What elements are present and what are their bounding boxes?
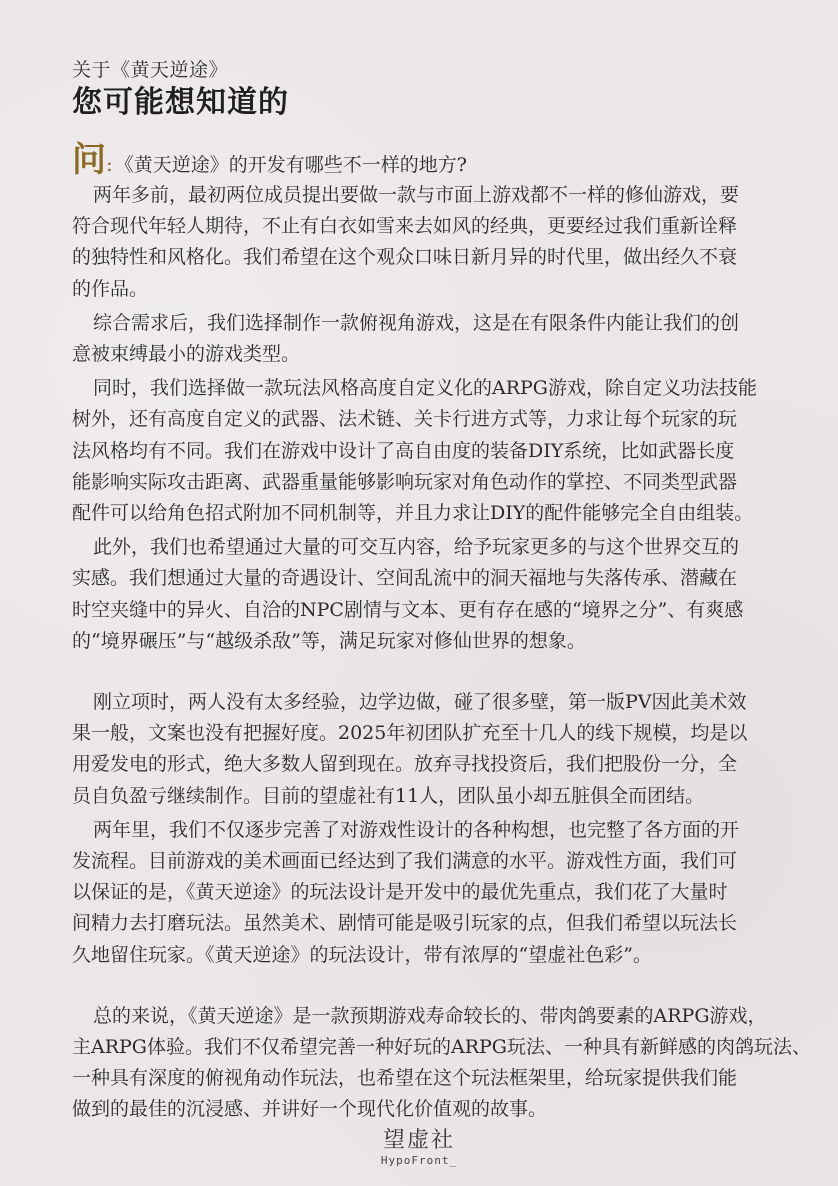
- paragraph-line: 用爱发电的形式，绝大多数人留到现在。放弃寻找投资后，我们把股份一分，全: [72, 753, 738, 776]
- paragraph-line: 的独特性和风格化。我们希望在这个观众口味日新月异的时代里，做出经久不衰: [72, 246, 738, 269]
- paragraph-line: 员自负盈亏继续制作。目前的望虚社有11人，团队虽小却五脏俱全而团结。: [72, 784, 705, 807]
- paragraph-line: 果一般，文案也没有把握好度。2025年初团队扩充至十几人的线下规模，均是以: [72, 722, 748, 745]
- paragraph-7: [72, 1001, 811, 1126]
- paragraph-line: 树外，还有高度自定义的武器、法术链、关卡行进方式等，力求让每个玩家的玩: [72, 408, 738, 431]
- paragraph-line: 总的来说，《黄天逆途》是一款预期游戏寿命较长的、带肉鸽要素的ARPG游戏，: [93, 1004, 767, 1027]
- paragraph-line: 符合现代年轻人期待，不止有白衣如雪来去如风的经典，更要经过我们重新诠释: [72, 215, 738, 238]
- paragraph-3: [72, 373, 807, 529]
- paragraph-line: 发流程。目前游戏的美术画面已经达到了我们满意的水平。游戏性方面，我们可: [72, 850, 738, 873]
- paragraph-line: 做到的最佳的沉浸感、并讲好一个现代化价值观的故事。: [72, 1098, 548, 1121]
- paragraph-line: 意被束缚最小的游戏类型。: [72, 343, 301, 366]
- question-mark: 问: [72, 140, 106, 180]
- paragraph-line: 主ARPG体验。我们不仅希望完善一种好玩的ARPG玩法、一种具有新鲜感的肉鸽玩法、: [72, 1036, 811, 1059]
- page-title: 您可能想知道的: [72, 85, 289, 120]
- question-text: 《黄天逆途》的开发有哪些不一样的地方?: [114, 154, 467, 176]
- question-heading: [72, 140, 807, 180]
- paragraph-line: 同时，我们选择做一款玩法风格高度自定义化的ARPG游戏，除自定义功法技能: [93, 377, 757, 400]
- paragraph-line: 配件可以给角色招式附加不同机制等，并且力求让DIY的配件能够完全自由组装。: [72, 502, 754, 525]
- paragraph-2: [72, 308, 807, 370]
- paragraph-5: [72, 687, 807, 812]
- article: [72, 58, 811, 1126]
- paragraph-line: 时空夹缝中的异火、自洽的NPC剧情与文本、更有存在感的“境界之分”、有爽感: [72, 598, 744, 621]
- paragraph-line: 久地留住玩家。《黄天逆途》的玩法设计，带有浓厚的“望虚社色彩”。: [72, 943, 652, 966]
- paragraph-line: 的“境界碾压”与“越级杀敌”等，满足玩家对修仙世界的想象。: [72, 629, 586, 652]
- paragraph-4: [72, 532, 807, 657]
- paragraph-line: 一种具有深度的俯视角动作玩法，也希望在这个玩法框架里，给玩家提供我们能: [72, 1067, 738, 1090]
- paragraph-line: 的作品。: [72, 277, 149, 300]
- paragraph-line: 此外，我们也希望通过大量的可交互内容，给予玩家更多的与这个世界交互的: [93, 536, 740, 559]
- paragraph-6: [72, 815, 807, 971]
- paragraph-line: 综合需求后，我们选择制作一款俯视角游戏，这是在有限条件内能让我们的创: [93, 311, 740, 334]
- paragraph-line: 实感。我们想通过大量的奇遇设计、空间乱流中的洞天福地与失落传承、潜藏在: [72, 567, 738, 590]
- paragraph-line: 间精力去打磨玩法。虽然美术、剧情可能是吸引玩家的点，但我们希望以玩法长: [72, 912, 738, 935]
- paragraph-1: [72, 180, 807, 305]
- article-kicker: 关于《黄天逆途》: [72, 59, 229, 81]
- studio-logo: [364, 1128, 474, 1167]
- paragraph-line: 刚立项时，两人没有太多经验，边学边做，碰了很多壁，第一版PV因此美术效: [93, 691, 747, 714]
- studio-logo-subtext: HypoFront_: [380, 1154, 458, 1167]
- question-colon: :: [106, 152, 113, 176]
- paragraph-line: 两年里，我们不仅逐步完善了对游戏性设计的各种构想，也完整了各方面的开: [93, 818, 740, 841]
- paragraph-line: 以保证的是，《黄天逆途》的玩法设计是开发中的最优先重点，我们花了大量时: [72, 881, 728, 904]
- studio-logo-text: 望虚社: [382, 1128, 455, 1153]
- paragraph-line: 法风格均有不同。我们在游戏中设计了高自由度的装备DIY系统，比如武器长度: [72, 439, 735, 462]
- paragraph-line: 两年多前，最初两位成员提出要做一款与市面上游戏都不一样的修仙游戏，要: [93, 184, 740, 206]
- paragraph-line: 能影响实际攻击距离、武器重量能够影响玩家对角色动作的掌控、不同类型武器: [72, 470, 738, 493]
